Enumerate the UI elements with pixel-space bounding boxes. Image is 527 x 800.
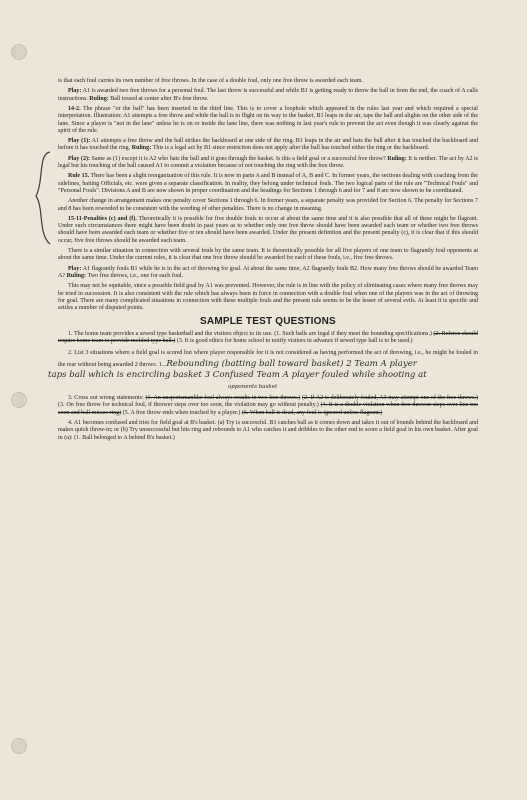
handwritten-answer: Rebounding (batting ball toward basket) 2 Team A player xyxy=(166,358,417,369)
question-text: 2. List 3 situations where a field goal is scored but where player responsible for it is not considered as having performed the act of throwing, i.e., he might be fouled in the rear without being awarded 2 throws. 1... xyxy=(58,350,478,368)
ruling-text: Ball tossed at center after B's free throw. xyxy=(108,95,209,102)
rule-label: 14-2. xyxy=(68,105,81,112)
question-3 xyxy=(58,395,478,417)
document-body xyxy=(48,78,479,445)
play-label: Play (1): xyxy=(68,138,91,145)
not-equitable-paragraph: This may not be equitable, since a possible field goal by A1 was prevented. However, the rule is in line with the policy of eliminating cases where many free throws may be tried in succession. It is also consistent with the rule which has always been in force in connection with a double foul when one of the players was in the act of throwing for goal. There are many complicated situations in connection with these multiple fouls and the present rule seems to be the lesser of several evils. At least it is specific and settles a number of disputed points. xyxy=(58,283,478,312)
ruling-label: Ruling: xyxy=(89,95,109,102)
struck-statement: (2. If A2 is deliberately fouled, A3 may attempt one of the free throws.) xyxy=(301,395,478,401)
play-text: Same as (1) except it is A2 who bats the ball and it goes through the basket. Is this a field goal or a successful free throw? xyxy=(90,155,388,162)
play-2-paragraph xyxy=(58,156,478,171)
play-label: Play: xyxy=(68,265,82,272)
struck-statement: (1. An unsportsmanlike foul always results in two free throws.) xyxy=(145,395,301,401)
play-flagrant-paragraph xyxy=(58,266,478,281)
struck-statement: (2. Referee should require home team to provide molded type ball.) xyxy=(58,330,478,344)
rule-15-11-paragraph xyxy=(58,216,478,245)
play-a1-paragraph xyxy=(58,88,478,103)
ruling-label: Ruling: xyxy=(131,145,152,152)
play-text: A1 attempts a free throw and the ball strikes the backboard at one side of the ring. B1 leaps in the air and bats the ball after it has touched the backboard and before it has touched the ring. xyxy=(58,138,478,152)
rule-text: There has been a slight reorganization of this rule. It is now in parts A and B instead of A, B and C. In former years, the sections dealing with coaching from the sidelines, baiting Officials, etc. were given a separate classification. In reality, they belong under technical fouls. The two logical parts of the rule are "Technical Fouls" and "Personal Fouls". Divisions A and B are now shown in proper coordination and the headings for Sections 1 through 6 and for 7 and 8 are now shown to be coordinated. xyxy=(58,173,478,194)
handwritten-brace-mark xyxy=(30,150,54,246)
ruling-text: This is a legal act by B1 since restriction does not apply after the ball has touched either the ring or the backboard. xyxy=(151,145,430,152)
ruling-text: Two free throws, i.e., one for each foul. xyxy=(86,272,184,279)
another-change-paragraph: Another change in arrangement makes one penalty cover Sections 1 through 6. In former years, a separate penalty was provided for Section 6. The penalty for Sections 7 and 8 has been reworded to be consistent with the wording of other penalties. There is no change in meaning. xyxy=(58,198,478,212)
question-text: 1. The home team provides a sewed type basketball and the visitors object to its use. (1. Such balls are legal if they meet the bounding specifications.) xyxy=(68,330,434,337)
rule-14-2-paragraph xyxy=(58,106,478,135)
play-label: Play (2): xyxy=(68,155,91,162)
binder-hole-bottom xyxy=(11,738,27,754)
rule-label: 15-11-Penalties (c) and (f). xyxy=(68,215,137,222)
question-4: 4. A1 becomes confused and tries for field goal at B's basket. (a) Try is successful. B1 catches ball as it comes down and takes it out of bounds behind the backboard and makes quick throw-in; or (b) Try unsuccessful but hits ring and rebounds to A1 who catches it and dribbles to the other end to score a field goal in his own basket. After goal in (a): (1. Ball belonged to A behind B's basket.) xyxy=(58,419,478,441)
sample-test-questions-heading: SAMPLE TEST QUESTIONS xyxy=(200,315,336,327)
ruling-label: Ruling: xyxy=(387,155,407,162)
play-1-paragraph xyxy=(58,138,478,153)
struck-statement: (6. When ball is dead, any foul is ignored unless flagrant.) xyxy=(241,409,383,416)
rule-text: Theoretically it is possible for five double fouls to occur at about the same time and it is also possible that all of these might be flagrant. Under such circumstances there might have been doubt in past years as to whether only one free throw should have been awarded each team or whether two free throws should have been awarded each team or whether five or ten should have been awarded. Under the present definition and the present penalty (c), it is clear that if this should occur, five free throws should be awarded each team. xyxy=(58,215,478,244)
struck-statement: (4. It is a double violation when free thrower steps over line too soon and ball misses ring) xyxy=(58,402,478,416)
play-label: Play: xyxy=(68,88,82,95)
play-text: A1 flagrantly fouls B1 while he is in the act of throwing for goal. At about the same time, A2 flagrantly fouls B2. How many free throws should be awarded Team A? xyxy=(58,265,478,279)
ruling-text: It is neither. The act by A2 is legal but his touching of the ball caused A1 to commit a violation because of not touching the ring with the free throw. xyxy=(58,155,479,169)
rule-text: The phrase "or the ball" has been inserted in the third line. This is to cover a loophole which appeared in the rules last year and which required a special interpretation. Illustration: A1 attempts a free throw and while the ball is in flight on its way to the basket, B1 leaps in the air, taps the ball and alights on the other side of the lane. Since a player is "not in the lane" unless he is on or inside the lane line, there was nothing in last year's rule to prevent the act even though it was clearly against the spirit of the rule. xyxy=(58,105,478,134)
rule-15-paragraph xyxy=(58,173,478,195)
question-text: 3. Cross out wrong statements: xyxy=(68,395,146,401)
question-text: (5. A free throw ends when touched by a player.) xyxy=(121,409,242,416)
ruling-label: Ruling: xyxy=(66,272,87,279)
question-2 xyxy=(48,348,478,392)
question-1 xyxy=(58,331,478,346)
question-text: (3. On free throw for technical foul, if thrower steps over too soon, the violation may go without penalty.) xyxy=(58,402,321,409)
question-text: (3. It is good ethics for home school to notify visitors in advance if sewed type ball is to be used.) xyxy=(175,337,413,344)
handwritten-answer: opponents basket xyxy=(228,383,278,390)
handwritten-answer: taps ball which is encircling basket 3 Confused Team A player fouled while shooting at xyxy=(48,370,427,381)
intro-paragraph: is that each foul carries its own number of free throws. In the case of a double foul, only one free throw is awarded each team. xyxy=(58,78,363,84)
rule-label: Rule 15. xyxy=(68,173,90,180)
play-text: A1 is awarded two free throws for a personal foul. The last throw is successful and while B1 is getting ready to throw the ball in from the end, the coach of A calls instructions. xyxy=(58,88,478,102)
binder-hole-middle xyxy=(11,392,27,408)
similar-situation-paragraph: There is a similar situation in connection with several fouls by the same team. It is theoretically possible for all five players of one team to flagrantly foul opponents at about the same time. Under the current rules, it is clear that one free throw should be awarded for each of these fouls, i.e., five free throws. xyxy=(58,248,478,262)
binder-hole-top xyxy=(11,44,27,60)
